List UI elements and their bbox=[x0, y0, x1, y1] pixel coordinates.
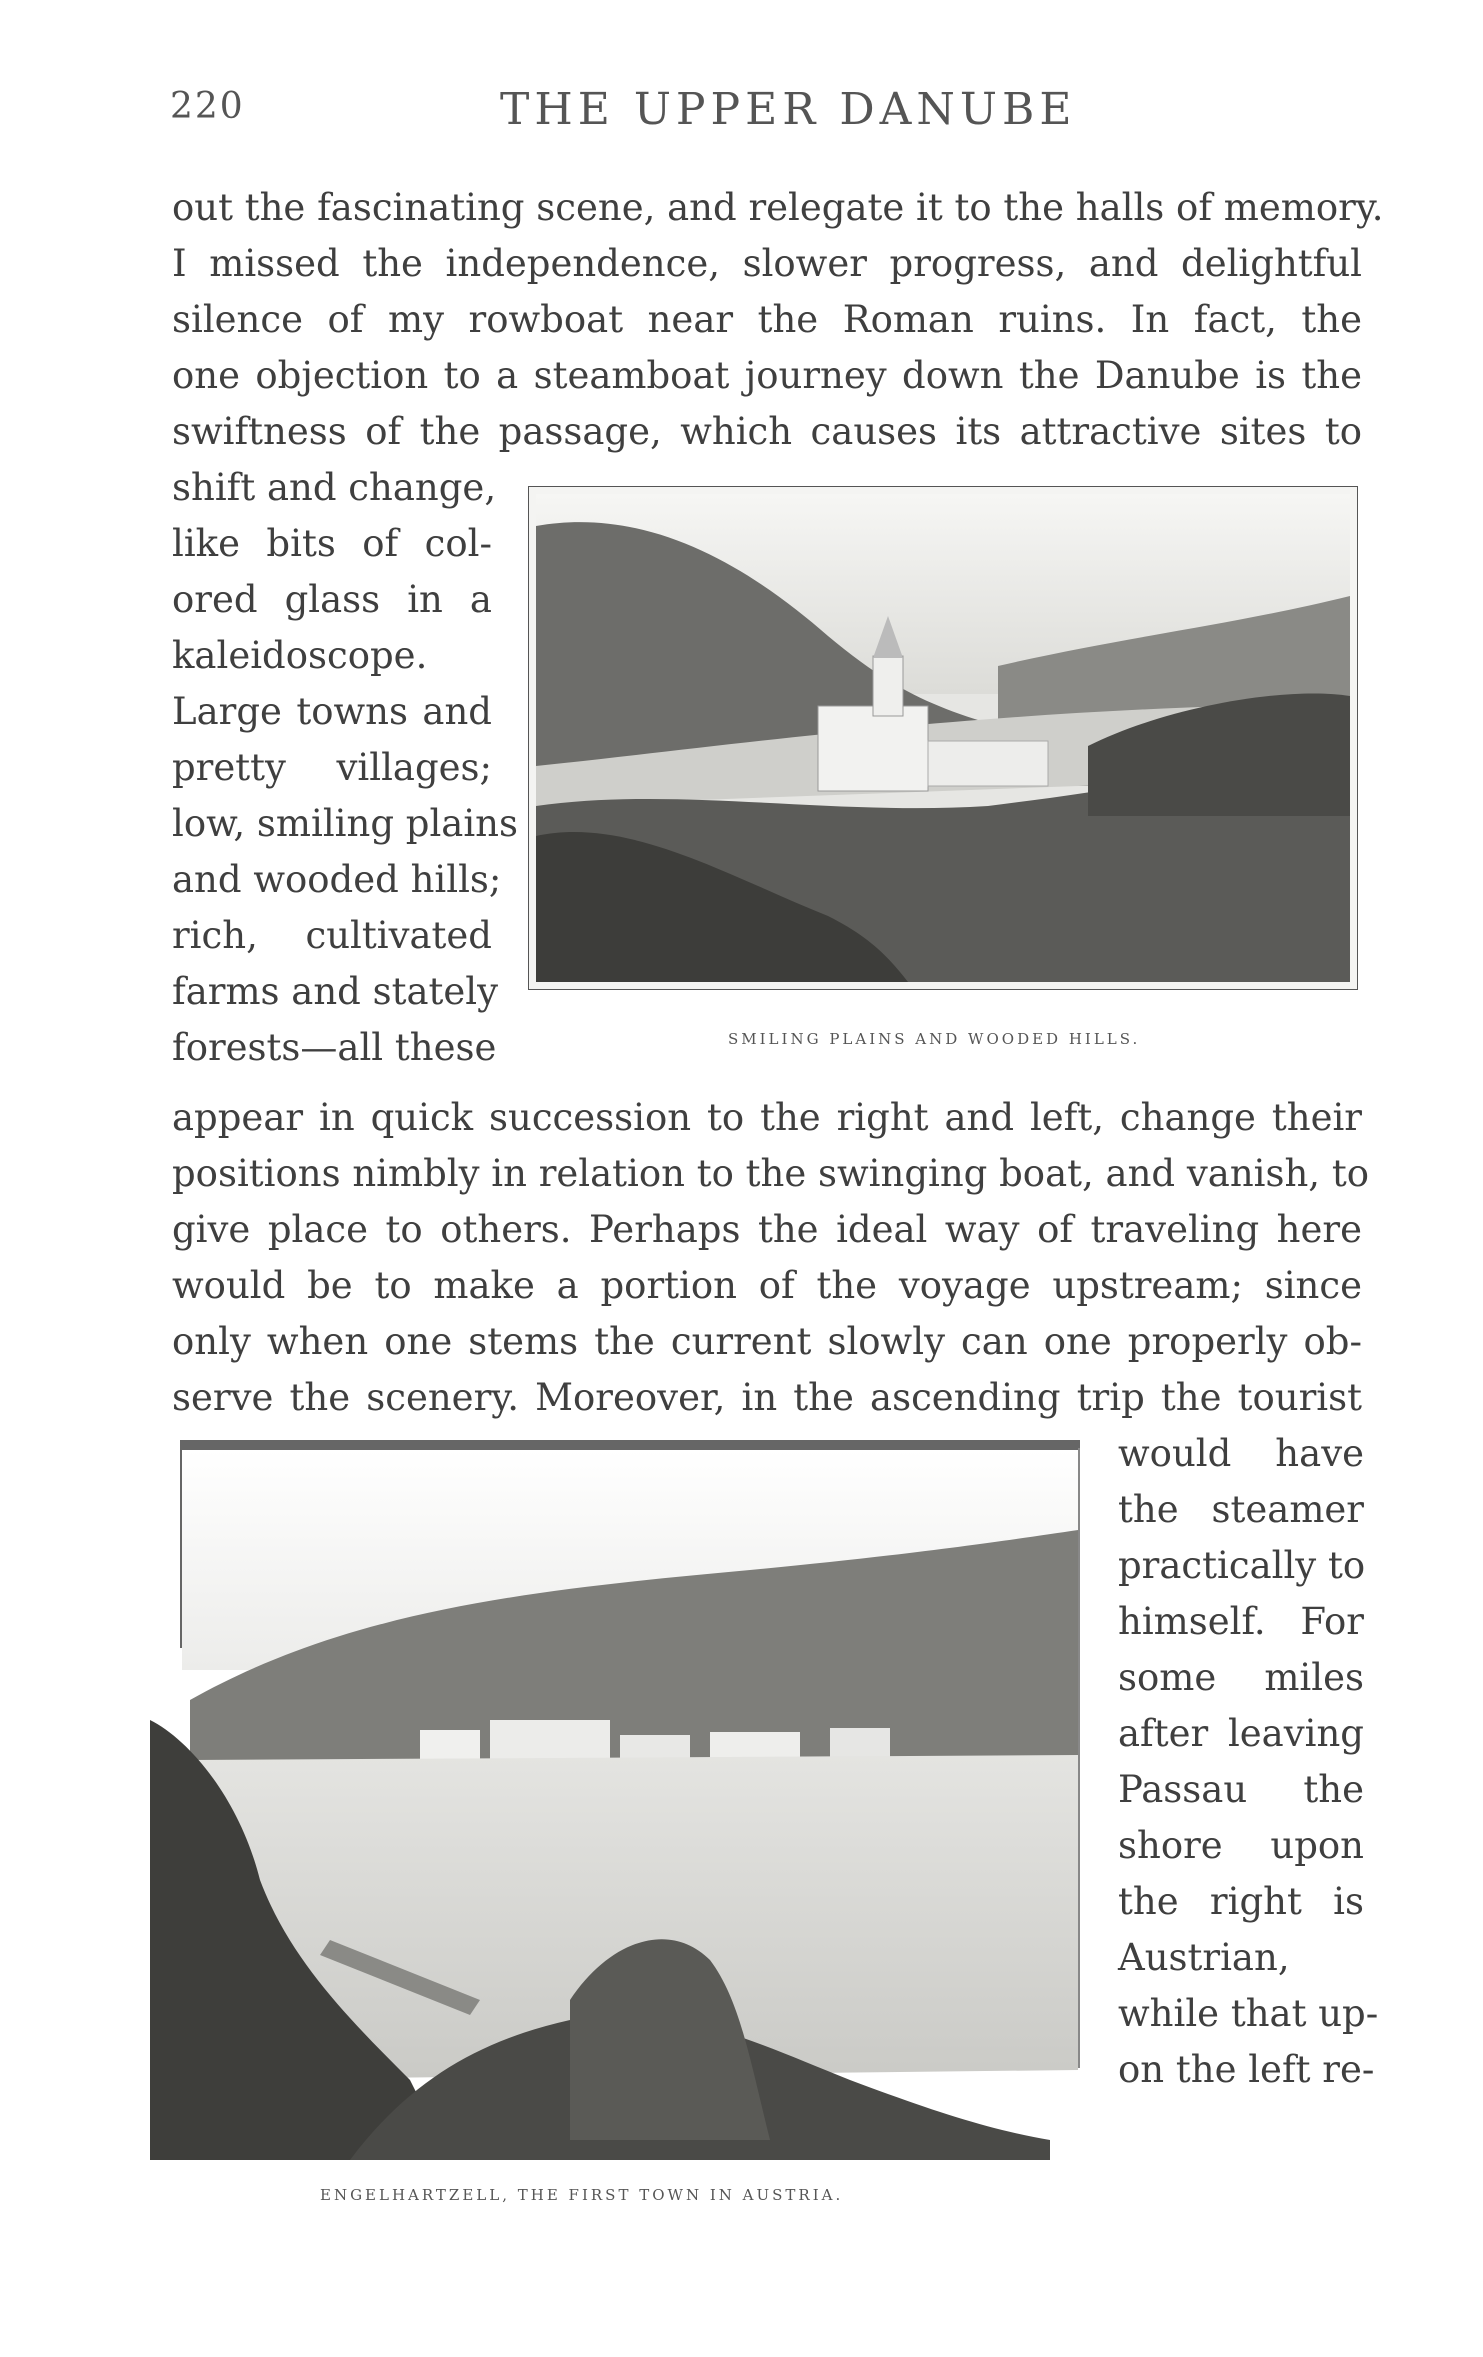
body-line: farms and stately bbox=[172, 970, 499, 1013]
body-line: the right is bbox=[1118, 1880, 1364, 1923]
body-line: would be to make a portion of the voyage upstream; since bbox=[172, 1264, 1362, 1307]
body-line: appear in quick succession to the right and left, change their bbox=[172, 1096, 1362, 1139]
body-line: kaleidoscope. bbox=[172, 634, 428, 677]
body-line: pretty villages; bbox=[172, 746, 492, 789]
body-line: positions nimbly in relation to the swinging boat, and vanish, to bbox=[172, 1152, 1369, 1195]
body-line: give place to others. Perhaps the ideal way of traveling here bbox=[172, 1208, 1362, 1251]
body-line: forests—all these bbox=[172, 1026, 497, 1069]
body-line: Austrian, bbox=[1118, 1936, 1290, 1979]
body-line: Large towns and bbox=[172, 690, 492, 733]
body-line: Passau the bbox=[1118, 1768, 1364, 1811]
body-line: himself. For bbox=[1118, 1600, 1364, 1643]
body-line: practically to bbox=[1118, 1544, 1366, 1587]
figure-bottom bbox=[150, 1440, 1080, 2160]
page-number: 220 bbox=[170, 86, 245, 127]
body-line: and wooded hills; bbox=[172, 858, 502, 901]
body-line: swiftness of the passage, which causes its attractive sites to bbox=[172, 410, 1362, 453]
body-line: would have bbox=[1118, 1432, 1364, 1475]
body-line: out the fascinating scene, and relegate it to the halls of memory. bbox=[172, 186, 1384, 229]
body-line: silence of my rowboat near the Roman ruins. In fact, the bbox=[172, 298, 1362, 341]
body-line: shift and change, bbox=[172, 466, 497, 509]
figure-bottom-caption: ENGELHARTZELL, THE FIRST TOWN IN AUSTRIA. bbox=[320, 2186, 844, 2204]
body-line: serve the scenery. Moreover, in the ascending trip the tourist bbox=[172, 1376, 1362, 1419]
body-line: only when one stems the current slowly can one properly ob- bbox=[172, 1320, 1362, 1363]
body-line: shore upon bbox=[1118, 1824, 1364, 1867]
body-line: while that up- bbox=[1118, 1992, 1379, 2035]
body-line: ored glass in a bbox=[172, 578, 492, 621]
body-line: after leaving bbox=[1118, 1712, 1364, 1755]
body-line: I missed the independence, slower progress, and delightful bbox=[172, 242, 1362, 285]
running-head: THE UPPER DANUBE bbox=[500, 84, 1077, 135]
landscape-church-photo-icon bbox=[528, 486, 1358, 990]
figure-top-caption: SMILING PLAINS AND WOODED HILLS. bbox=[728, 1030, 1141, 1048]
body-line: on the left re- bbox=[1118, 2048, 1375, 2091]
body-line: rich, cultivated bbox=[172, 914, 492, 957]
body-line: like bits of col- bbox=[172, 522, 492, 565]
riverside-town-photo-icon bbox=[150, 1440, 1080, 2160]
body-line: the steamer bbox=[1118, 1488, 1364, 1531]
body-line: one objection to a steamboat journey down the Danube is the bbox=[172, 354, 1362, 397]
body-line: some miles bbox=[1118, 1656, 1364, 1699]
figure-top bbox=[528, 486, 1358, 990]
body-line: low, smiling plains bbox=[172, 802, 518, 845]
